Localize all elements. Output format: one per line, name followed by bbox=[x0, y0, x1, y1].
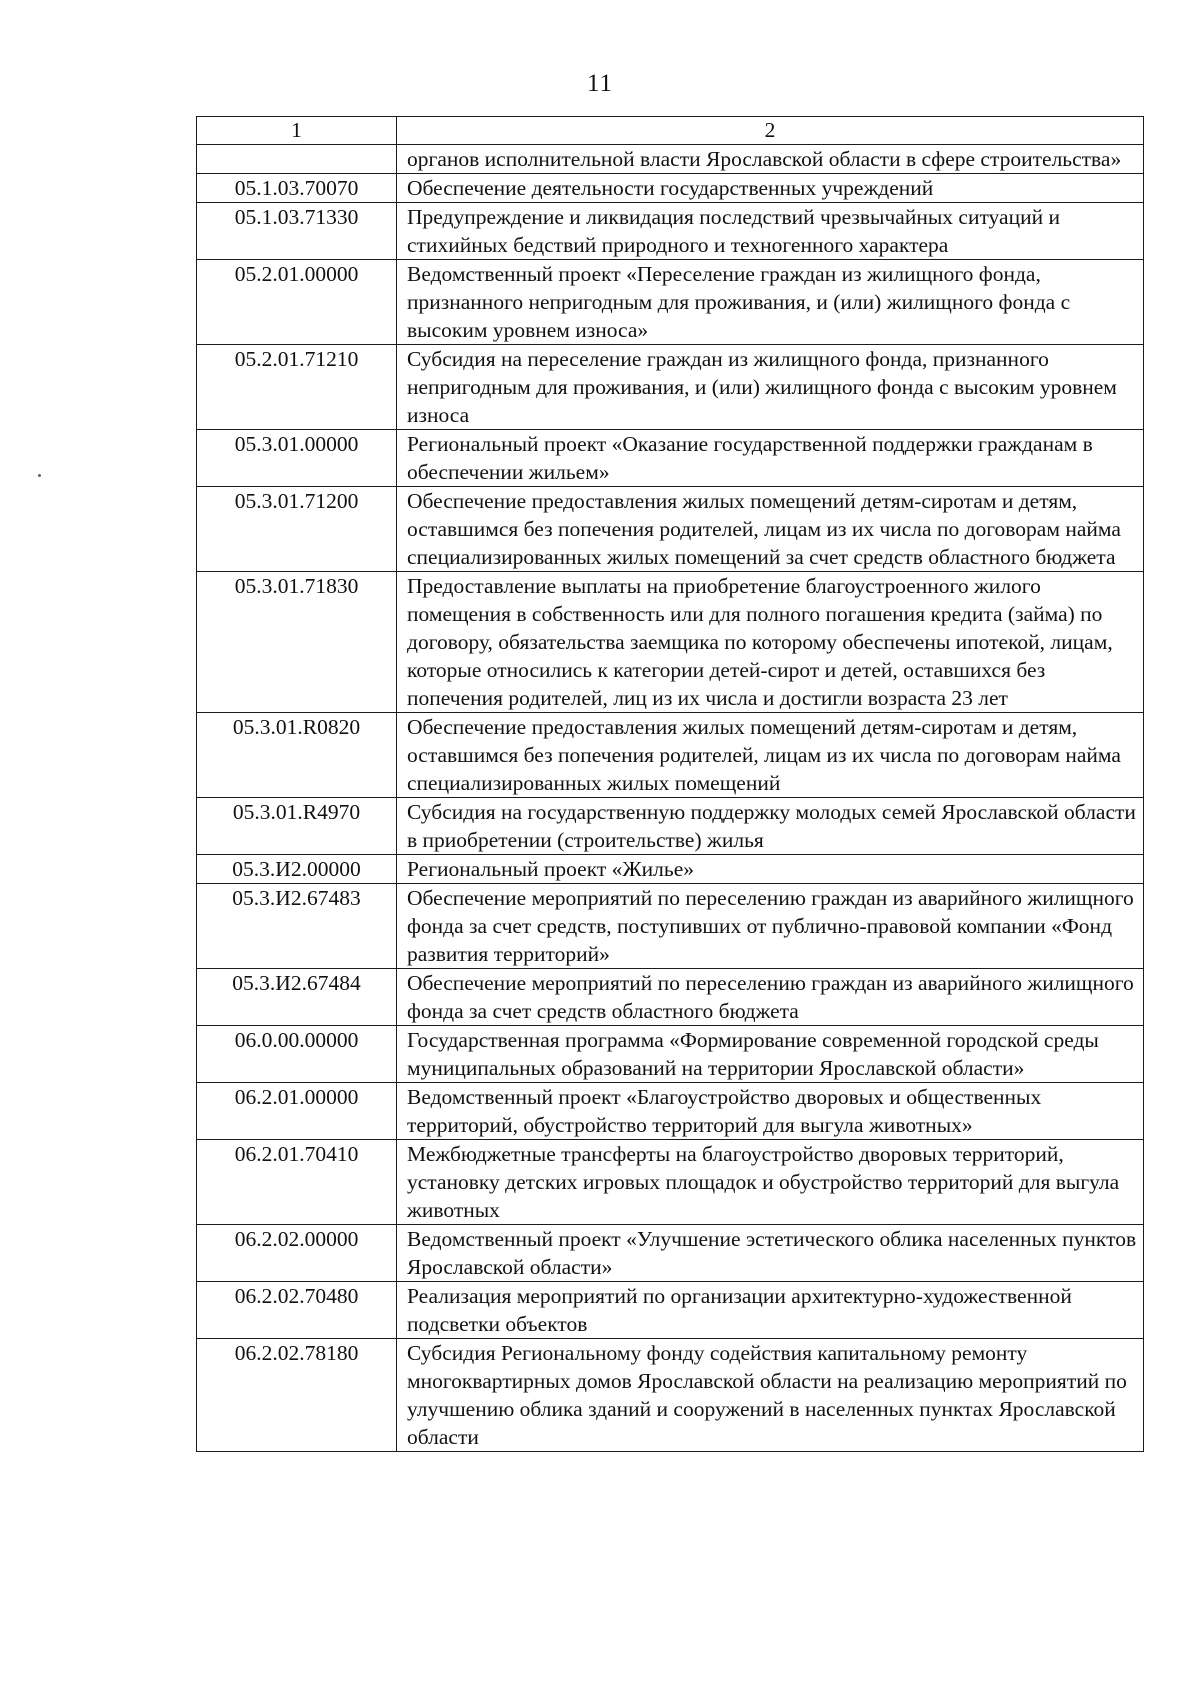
table-row bbox=[197, 1282, 1144, 1339]
classification-table bbox=[196, 116, 1144, 1452]
table-row bbox=[197, 1140, 1144, 1225]
row-description: Субсидия Региональному фонду содействия капитальному ремонту многоквартирных домов Ярославской области на реализацию мероприятий по улучшению облика зданий и сооружений в населенных пунктах Ярославской области bbox=[397, 1339, 1144, 1452]
row-code: 05.2.01.00000 bbox=[197, 260, 397, 345]
row-code: 05.3.01.71830 bbox=[197, 572, 397, 713]
table-body bbox=[197, 145, 1144, 1452]
row-code: 05.3.01.R0820 bbox=[197, 713, 397, 798]
table-row bbox=[197, 713, 1144, 798]
row-code: 06.2.01.70410 bbox=[197, 1140, 397, 1225]
row-description: Ведомственный проект «Благоустройство дворовых и общественных территорий, обустройство территорий для выгула животных» bbox=[397, 1083, 1144, 1140]
row-description: Региональный проект «Оказание государственной поддержки гражданам в обеспечении жильем» bbox=[397, 430, 1144, 487]
row-description: Обеспечение предоставления жилых помещений детям-сиротам и детям, оставшимся без попечения родителей, лицам из их числа по договорам найма специализированных жилых помещений bbox=[397, 713, 1144, 798]
table-row bbox=[197, 1026, 1144, 1083]
row-code: 05.3.01.71200 bbox=[197, 487, 397, 572]
column-header-1: 1 bbox=[197, 117, 397, 145]
page-number: 11 bbox=[586, 70, 614, 97]
row-description: Обеспечение мероприятий по переселению граждан из аварийного жилищного фонда за счет средств областного бюджета bbox=[397, 969, 1144, 1026]
table-row bbox=[197, 260, 1144, 345]
row-code: 05.1.03.71330 bbox=[197, 203, 397, 260]
row-code bbox=[197, 145, 397, 174]
row-description: Ведомственный проект «Улучшение эстетического облика населенных пунктов Ярославской области» bbox=[397, 1225, 1144, 1282]
table-row bbox=[197, 798, 1144, 855]
table-row bbox=[197, 969, 1144, 1026]
row-code: 06.2.02.78180 bbox=[197, 1339, 397, 1452]
table-row bbox=[197, 884, 1144, 969]
row-code: 06.2.02.70480 bbox=[197, 1282, 397, 1339]
column-header-2: 2 bbox=[397, 117, 1144, 145]
row-description: Межбюджетные трансферты на благоустройство дворовых территорий, установку детских игровых площадок и обустройство территорий для выгула животных bbox=[397, 1140, 1144, 1225]
row-description: Региональный проект «Жилье» bbox=[397, 855, 1144, 884]
row-code: 05.3.И2.00000 bbox=[197, 855, 397, 884]
table-row bbox=[197, 430, 1144, 487]
row-code: 06.2.01.00000 bbox=[197, 1083, 397, 1140]
table-row bbox=[197, 1339, 1144, 1452]
row-description: органов исполнительной власти Ярославской области в сфере строительства» bbox=[397, 145, 1144, 174]
table-row bbox=[197, 345, 1144, 430]
row-description: Государственная программа «Формирование современной городской среды муниципальных образований на территории Ярославской области» bbox=[397, 1026, 1144, 1083]
table-row bbox=[197, 855, 1144, 884]
table-row bbox=[197, 145, 1144, 174]
table-row bbox=[197, 1225, 1144, 1282]
row-code: 06.0.00.00000 bbox=[197, 1026, 397, 1083]
row-code: 05.1.03.70070 bbox=[197, 174, 397, 203]
scan-speck bbox=[38, 474, 41, 477]
row-description: Реализация мероприятий по организации архитектурно-художественной подсветки объектов bbox=[397, 1282, 1144, 1339]
table-row bbox=[197, 174, 1144, 203]
row-code: 06.2.02.00000 bbox=[197, 1225, 397, 1282]
row-description: Ведомственный проект «Переселение граждан из жилищного фонда, признанного непригодным для проживания, и (или) жилищного фонда с высоким уровнем износа» bbox=[397, 260, 1144, 345]
row-description: Предупреждение и ликвидация последствий чрезвычайных ситуаций и стихийных бедствий природного и техногенного характера bbox=[397, 203, 1144, 260]
row-description: Обеспечение предоставления жилых помещений детям-сиротам и детям, оставшимся без попечения родителей, лицам из их числа по договорам найма специализированных жилых помещений за счет средств областного бюджета bbox=[397, 487, 1144, 572]
row-code: 05.2.01.71210 bbox=[197, 345, 397, 430]
row-code: 05.3.01.R4970 bbox=[197, 798, 397, 855]
row-code: 05.3.01.00000 bbox=[197, 430, 397, 487]
table-row bbox=[197, 487, 1144, 572]
row-code: 05.3.И2.67484 bbox=[197, 969, 397, 1026]
row-description: Субсидия на переселение граждан из жилищного фонда, признанного непригодным для проживания, и (или) жилищного фонда с высоким уровнем износа bbox=[397, 345, 1144, 430]
row-description: Обеспечение мероприятий по переселению граждан из аварийного жилищного фонда за счет средств, поступивших от публично-правовой компании «Фонд развития территорий» bbox=[397, 884, 1144, 969]
table-header-row bbox=[197, 117, 1144, 145]
row-description: Обеспечение деятельности государственных учреждений bbox=[397, 174, 1144, 203]
row-code: 05.3.И2.67483 bbox=[197, 884, 397, 969]
table-row bbox=[197, 572, 1144, 713]
row-description: Субсидия на государственную поддержку молодых семей Ярославской области в приобретении (строительстве) жилья bbox=[397, 798, 1144, 855]
table-row bbox=[197, 203, 1144, 260]
table-row bbox=[197, 1083, 1144, 1140]
row-description: Предоставление выплаты на приобретение благоустроенного жилого помещения в собственность или для полного погашения кредита (займа) по договору, обязательства заемщика по которому обеспечены ипотекой, лицам, которые относились к категории детей-сирот и детей, оставшихся без попечения родителей, лиц из их числа и достигли возраста 23 лет bbox=[397, 572, 1144, 713]
